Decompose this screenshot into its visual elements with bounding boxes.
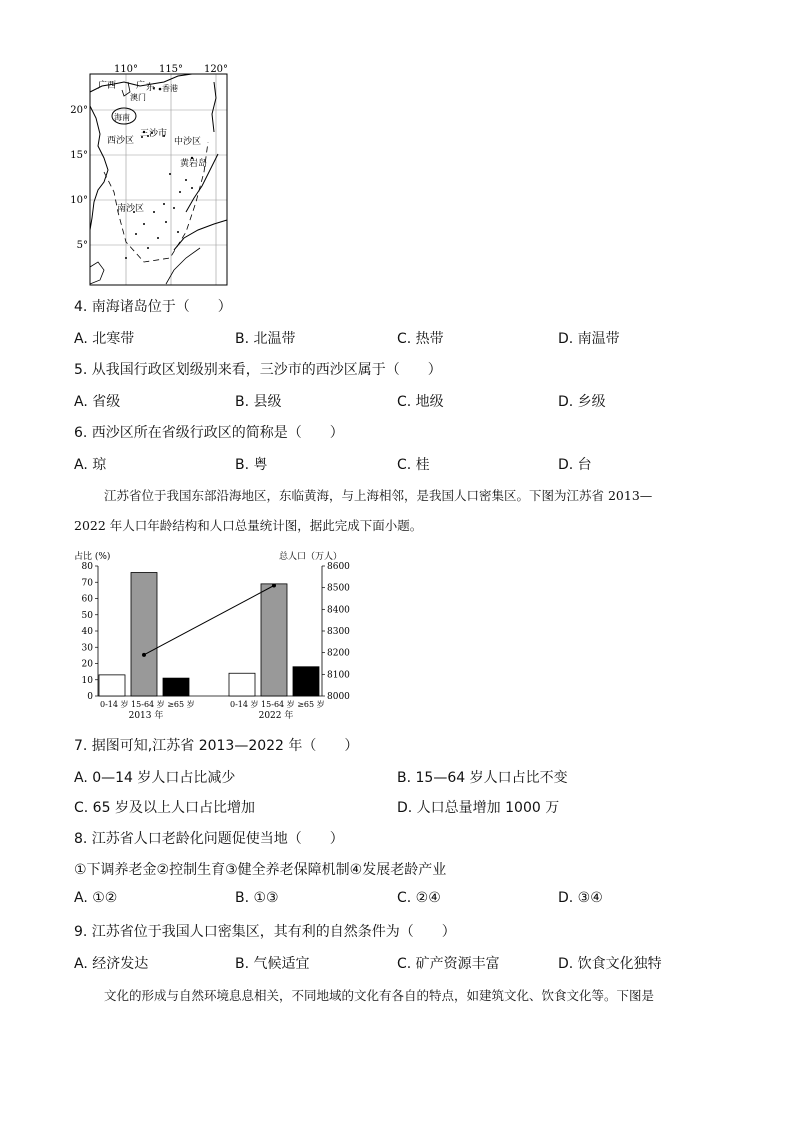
y-right-axis-label: 总人口（万人） — [279, 552, 343, 562]
label-xisha: 西沙区 — [107, 136, 135, 146]
intro-line-1: 江苏省位于我国东部沿海地区，东临黄海，与上海相邻，是我国人口密集区。下图为江苏省 2013— — [104, 488, 653, 503]
map-graticule — [90, 74, 227, 285]
label-xianggang: 香港 — [162, 84, 178, 93]
group-label-0: 2013 年 — [128, 711, 164, 721]
label-nansha: 南沙区 — [117, 204, 145, 214]
question-4-option-b[interactable]: B. 北温带 — [235, 331, 296, 347]
question-5-stem: 5. 从我国行政区划级别来看，三沙市的西沙区属于（ ） — [74, 362, 442, 378]
bar-age-0-14-2013 — [99, 675, 125, 696]
y-right-tick-label: 8400 — [327, 605, 350, 616]
y-left-tick-label: 30 — [81, 643, 93, 654]
lon-label-120: 120° — [203, 64, 229, 75]
label-zhongsha: 中沙区 — [174, 137, 202, 147]
bar-age-15-64-2013 — [131, 573, 157, 697]
bar-age-15-64-2022 — [261, 584, 287, 696]
luzon-coast — [212, 82, 216, 132]
population-chart — [74, 546, 364, 726]
y-left-tick-label: 0 — [87, 692, 93, 702]
lat-label-10: 10° — [70, 195, 88, 206]
south-china-sea-map — [70, 62, 244, 290]
question-9-stem: 9. 江苏省位于我国人口密集区，其有利的自然条件为（ ） — [74, 924, 456, 940]
lat-label-15: 15° — [70, 150, 88, 161]
label-sansha: 三沙市 — [140, 129, 168, 139]
y-left-tick-label: 10 — [81, 675, 93, 686]
lon-label-110: 110° — [113, 64, 139, 75]
y-left-tick-label: 60 — [81, 594, 93, 605]
y-left-tick-label: 80 — [81, 562, 93, 572]
borneo-coast — [174, 220, 227, 250]
y-left-axis-label: 占比 (%) — [74, 552, 111, 562]
question-6-option-b[interactable]: B. 粤 — [235, 457, 268, 473]
question-7-stem: 7. 据图可知,江苏省 2013—2022 年（ ） — [74, 738, 359, 754]
question-4-option-d[interactable]: D. 南温带 — [558, 331, 620, 347]
question-4-option-a[interactable]: A. 北寒带 — [74, 331, 135, 347]
y-left-tick-label: 70 — [81, 578, 93, 589]
lon-label-115: 115° — [158, 64, 184, 75]
question-4-stem: 4. 南海诸岛位于（ ） — [74, 299, 232, 315]
question-7-option-d[interactable]: D. 人口总量增加 1000 万 — [397, 800, 560, 816]
y-right-tick-label: 8600 — [327, 562, 350, 572]
bar-age-0-14-2022 — [229, 673, 255, 696]
outro-line-1: 文化的形成与自然环境息息相关，不同地域的文化有各自的特点，如建筑文化、饮食文化等。下图是 — [104, 988, 655, 1003]
question-6-option-d[interactable]: D. 台 — [558, 457, 592, 473]
question-5-option-c[interactable]: C. 地级 — [397, 394, 444, 410]
question-8-statement: ①下调养老金②控制生育③健全养老保障机制④发展老龄产业 — [74, 862, 447, 878]
y-left-tick-label: 20 — [81, 659, 93, 670]
question-8-option-a[interactable]: A. ①② — [74, 890, 118, 906]
y-right-tick-label: 8200 — [327, 648, 350, 659]
category-labels-1: 0-14 岁 15-64 岁 ≥65 岁 — [230, 700, 325, 709]
y-right-tick-label: 8000 — [327, 692, 350, 702]
question-9-option-c[interactable]: C. 矿产资源丰富 — [397, 956, 500, 972]
bar-age-65-plus-2013 — [163, 678, 189, 696]
y-left-tick-label: 50 — [81, 610, 93, 621]
question-7-option-b[interactable]: B. 15—64 岁人口占比不变 — [397, 770, 568, 786]
question-8-option-b[interactable]: B. ①③ — [235, 890, 279, 906]
y-right-tick-label: 8100 — [327, 670, 350, 681]
question-4-option-c[interactable]: C. 热带 — [397, 331, 444, 347]
question-9-option-a[interactable]: A. 经济发达 — [74, 956, 149, 972]
label-guangdong: 广 — [136, 81, 146, 91]
total-population-point-2013 — [142, 653, 146, 657]
question-9-option-d[interactable]: D. 饮食文化独特 — [558, 956, 662, 972]
label-hainan: 海南 — [114, 113, 130, 122]
y-right-tick-label: 8500 — [327, 583, 350, 594]
total-population-point-2022 — [272, 584, 276, 588]
intro-line-2: 2022 年人口年龄结构和人口总量统计图，据此完成下面小题。 — [74, 518, 423, 533]
map-frame — [90, 74, 227, 285]
question-5-option-d[interactable]: D. 乡级 — [558, 394, 606, 410]
question-5-option-a[interactable]: A. 省级 — [74, 394, 121, 410]
y-right-tick-label: 8300 — [327, 627, 350, 637]
label-dong: 东 — [146, 83, 156, 93]
question-8-option-c[interactable]: C. ②④ — [397, 890, 441, 906]
question-6-stem: 6. 西沙区所在省级行政区的简称是（ ） — [74, 425, 344, 441]
question-6-option-c[interactable]: C. 桂 — [397, 457, 430, 473]
question-5-option-b[interactable]: B. 县级 — [235, 394, 282, 410]
question-8-option-d[interactable]: D. ③④ — [558, 890, 603, 906]
category-labels-0: 0-14 岁 15-64 岁 ≥65 岁 — [100, 700, 195, 709]
lat-label-20: 20° — [70, 105, 88, 116]
group-label-1: 2022 年 — [258, 711, 294, 721]
question-6-option-a[interactable]: A. 琼 — [74, 457, 107, 473]
lat-label-5: 5° — [76, 240, 88, 251]
total-population-line — [144, 586, 274, 655]
label-aomen: 澳门 — [130, 93, 146, 102]
indochina-coastline — [90, 106, 108, 230]
malay-coast — [90, 262, 104, 284]
question-9-option-b[interactable]: B. 气候适宜 — [235, 956, 310, 972]
label-huangyan: 黄岩岛 — [180, 159, 208, 169]
y-left-tick-label: 40 — [81, 627, 93, 637]
question-7-option-c[interactable]: C. 65 岁及以上人口占比增加 — [74, 800, 255, 816]
question-8-stem: 8. 江苏省人口老龄化问题促使当地（ ） — [74, 831, 344, 847]
question-7-option-a[interactable]: A. 0—14 岁人口占比减少 — [74, 770, 236, 786]
bar-age-65-plus-2022 — [293, 667, 319, 696]
label-guangxi: 广西 — [98, 81, 117, 91]
